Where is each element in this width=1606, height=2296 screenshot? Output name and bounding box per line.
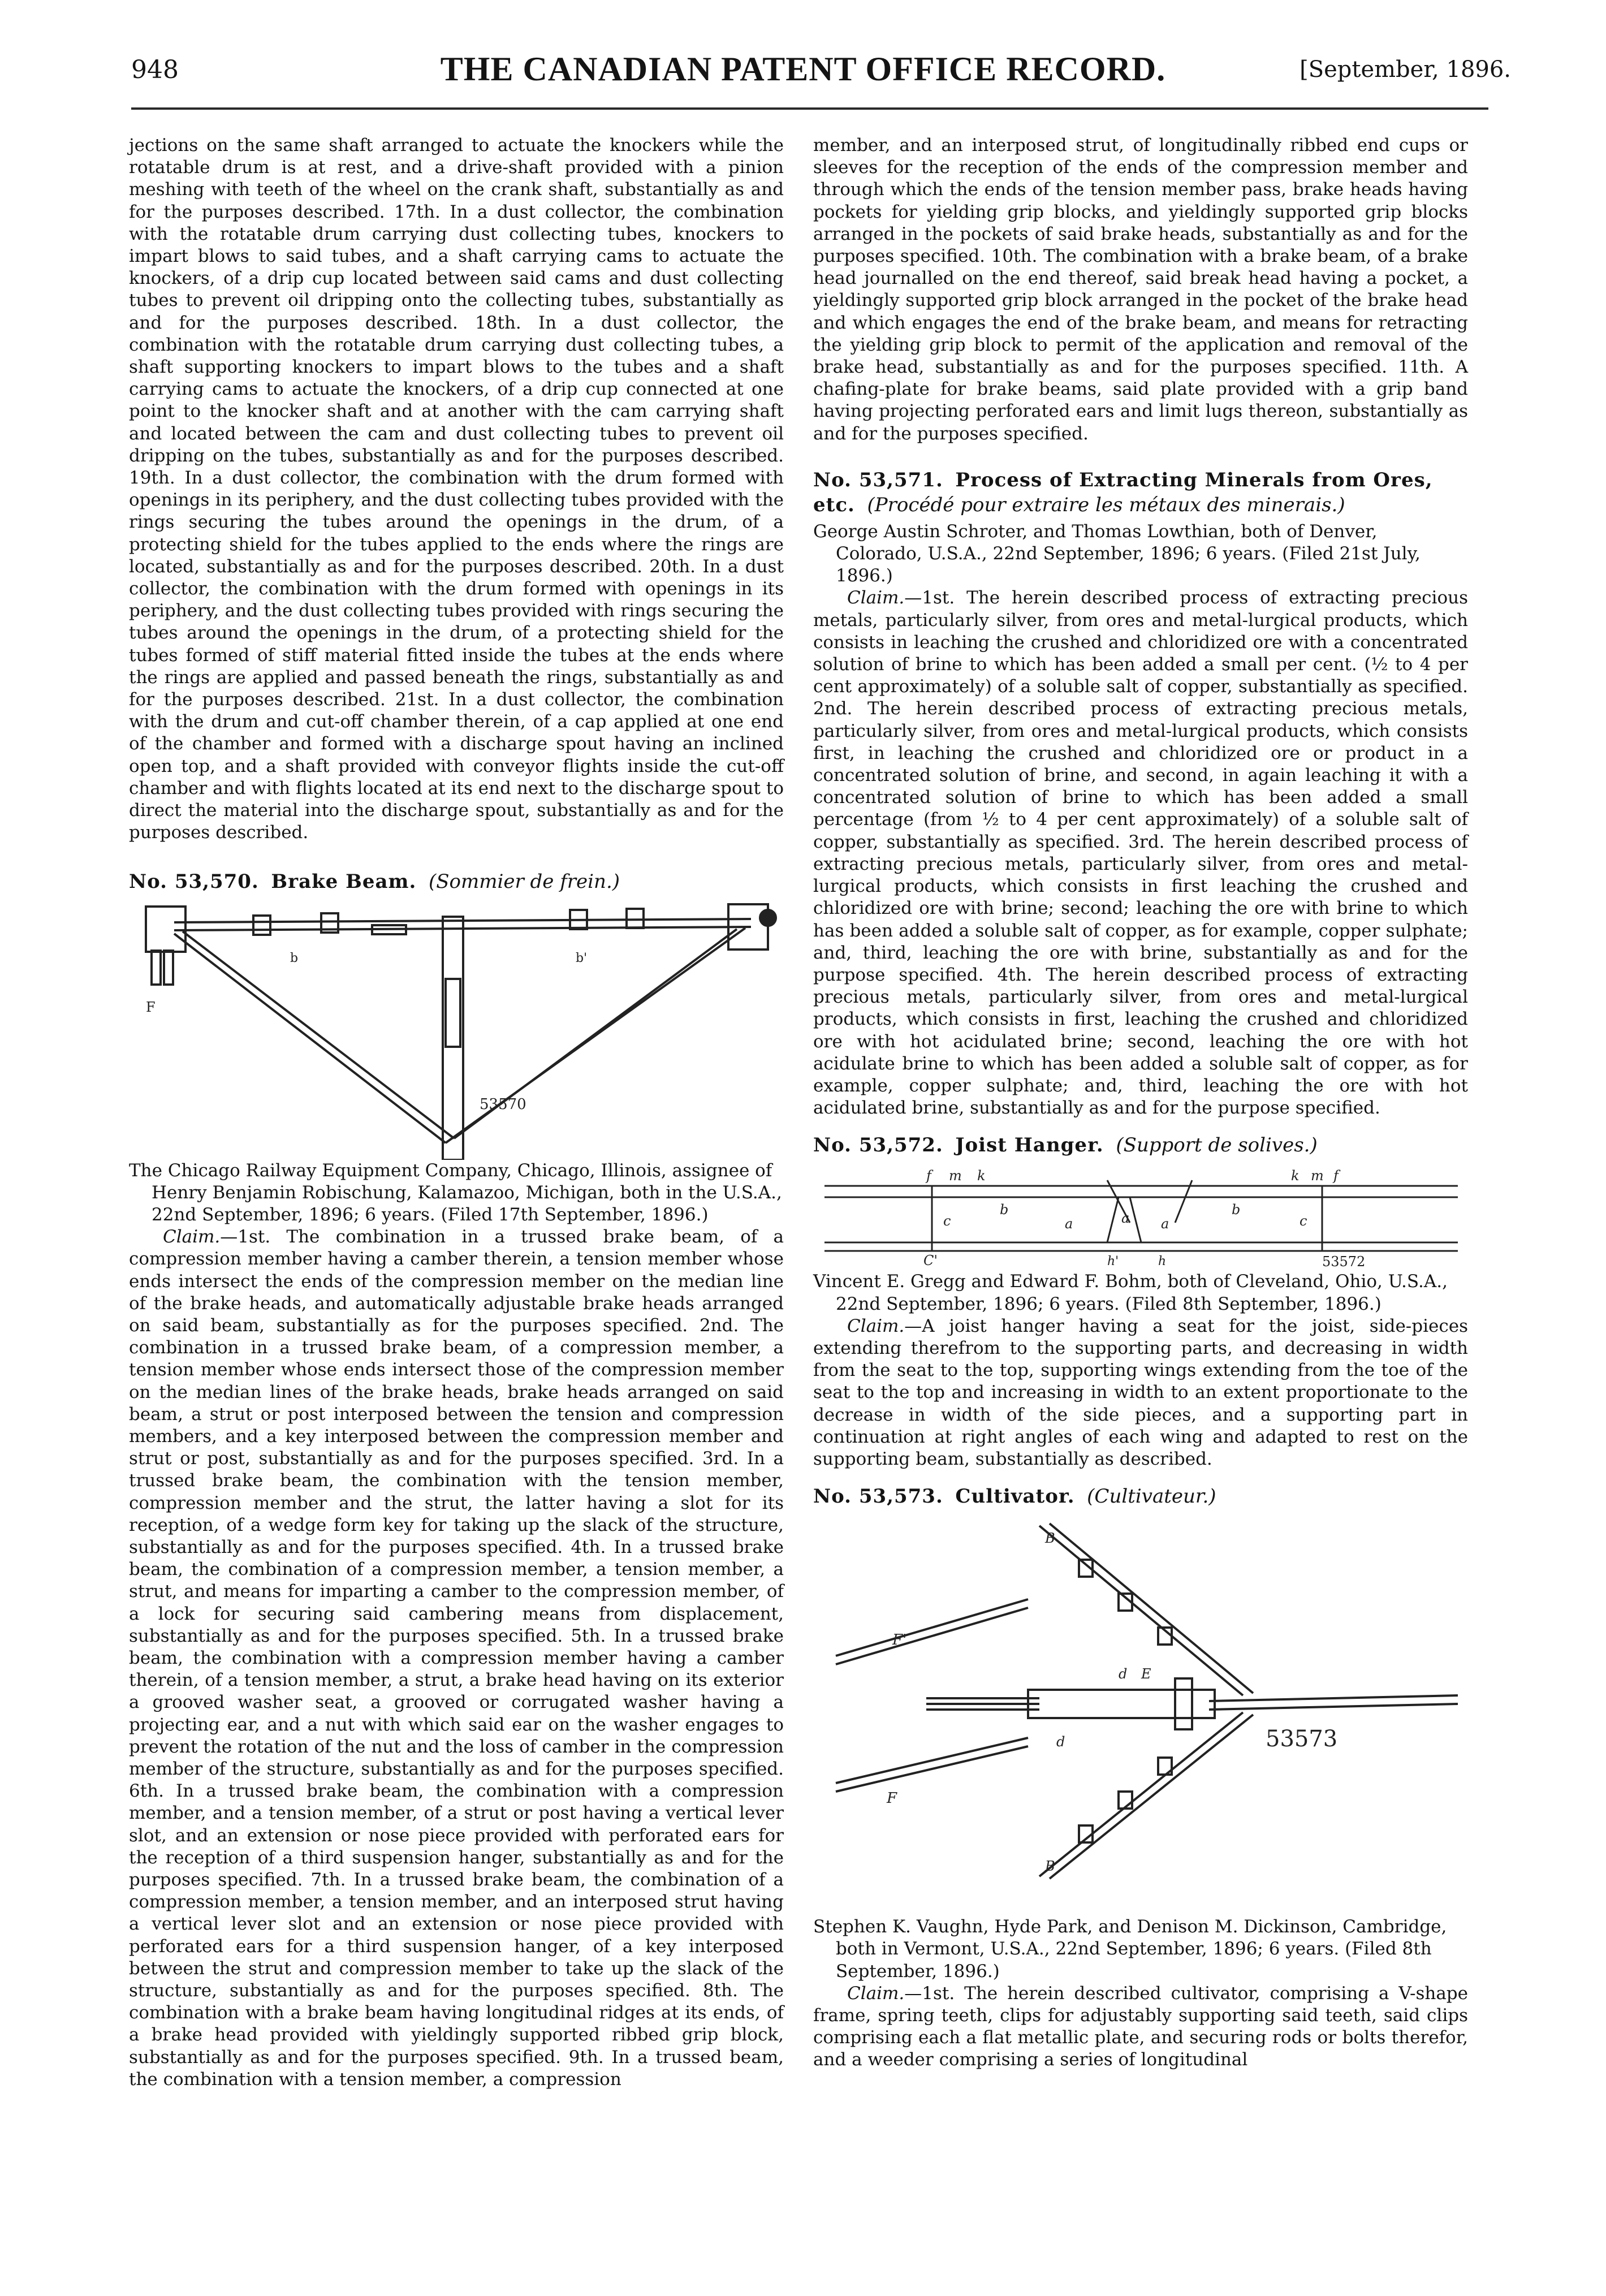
svg-text:E: E — [1141, 1666, 1151, 1682]
svg-text:F: F — [887, 1790, 897, 1807]
svg-text:k: k — [977, 1168, 986, 1184]
svg-text:c: c — [943, 1213, 951, 1229]
patent-title-french: (Support de solives.) — [1116, 1134, 1318, 1157]
svg-text:m: m — [949, 1168, 962, 1184]
patent-53572-assignee: Vincent E. Gregg and Edward F. Bohm, both of Cleveland, Ohio, U.S.A., 22nd September, 1896; 6 years. (Filed 8th September, 1896.) — [813, 1271, 1448, 1314]
patent-title: Process of Extracting Minerals from Ores, etc. — [813, 468, 1433, 516]
patent-title: Cultivator. — [955, 1485, 1075, 1508]
cultivator-drawing — [813, 1509, 1468, 1916]
patent-number: No. 53,571. — [813, 468, 943, 491]
svg-text:F': F' — [892, 1632, 907, 1649]
figure-number-label: 53572 — [1322, 1254, 1366, 1270]
right-column — [813, 135, 1468, 2071]
patent-53571-assignee: George Austin Schroter, and Thomas Lowthian, both of Denver, Colorado, U.S.A., 22nd September, 1896; 6 years. (Filed 21st July, 1896.) — [813, 521, 1421, 586]
joist-hanger-drawing — [813, 1158, 1468, 1271]
svg-text:a: a — [1161, 1216, 1169, 1232]
patent-53572-claim: Claim.—A joist hanger having a seat for the joist, side-pieces extending therefrom to the supporting parts, and decreasing in width from the seat to the top, supporting wings extending from the toe of the seat to the top and increasing in width to an extent proportionate to the decrease in width of the side pieces, and a supporting part in continuation at right angles of each wing and adapted to rest on the supporting beam, substantially as described. — [813, 1315, 1468, 1469]
svg-text:B: B — [1045, 1530, 1055, 1547]
patent-number: No. 53,572. — [813, 1134, 943, 1157]
svg-text:f: f — [926, 1168, 931, 1184]
figure-number-label: 53573 — [1266, 1726, 1338, 1753]
svg-text:a: a — [1121, 1210, 1130, 1227]
continued-claims-text-right: member, and an interposed strut, of longitudinally ribbed end cups or sleeves for the reception of the ends of the compression member and through which the ends of the tension member pass, brake heads having pockets for yielding grip blocks, and yieldingly supported grip blocks arranged in the pockets of said brake heads, substantially as and for the purposes specified. 10th. The combination with a brake beam, of a brake head journalled on the end thereof, said break head having a pocket, a yieldingly supported grip block arranged in the pocket of the brake head and which engages the end of the brake beam, and means for retracting the yielding grip block to permit of the application and removal of the brake head, substantially as and for the purposes specified. 11th. A chafing-plate for brake beams, said plate provided with a grip band having projecting perforated ears and limit lugs thereon, substantially as and for the purposes specified. — [813, 135, 1468, 444]
patent-53570-heading — [129, 869, 784, 894]
header-rule — [131, 107, 1488, 110]
svg-text:k: k — [1291, 1168, 1300, 1184]
svg-text:c: c — [1300, 1213, 1307, 1229]
page-header — [0, 50, 1606, 95]
svg-text:F: F — [146, 999, 156, 1015]
svg-text:m: m — [1311, 1168, 1324, 1184]
figure-number-label: 53570 — [480, 1095, 526, 1113]
figure-53570 — [129, 894, 784, 1160]
svg-text:B: B — [1045, 1858, 1055, 1875]
svg-text:f: f — [1333, 1168, 1339, 1184]
svg-text:d: d — [1056, 1734, 1065, 1750]
figure-53573 — [813, 1509, 1468, 1916]
patent-title-french: (Procédé pour extraire les métaux des minerais.) — [867, 493, 1345, 516]
svg-text:h: h — [1158, 1254, 1167, 1269]
patent-53570-assignee: The Chicago Railway Equipment Company, Chicago, Illinois, assignee of Henry Benjamin Robischung, Kalamazoo, Michigan, both in the U.S.A., 22nd September, 1896; 6 years. (Filed 17th September, 1896.) — [129, 1160, 782, 1225]
page-date: [September, 1896. — [1300, 57, 1511, 83]
patent-53573-assignee: Stephen K. Vaughn, Hyde Park, and Denison M. Dickinson, Cambridge, both in Vermont, U.S.A., 22nd September, 1896; 6 years. (Filed 8th September, 1896.) — [813, 1917, 1447, 1982]
brake-beam-drawing — [129, 894, 784, 1160]
left-column — [129, 135, 784, 2091]
page-number: 948 — [131, 55, 179, 84]
patent-number: No. 53,573. — [813, 1485, 943, 1508]
patent-53572-heading — [813, 1133, 1468, 1158]
svg-text:C': C' — [923, 1253, 938, 1269]
page-title: THE CANADIAN PATENT OFFICE RECORD. — [440, 50, 1166, 88]
patent-title-french: (Sommier de frein.) — [428, 870, 620, 893]
figure-53572 — [813, 1158, 1468, 1271]
patent-53571-claim: Claim.—1st. The herein described process of extracting precious metals, particularly silver, from ores and metal-lurgical products, which consists in leaching the crushed and chloridized ore with a concentrated solution of brine to which has been added a small per cent. (½ to 4 per cent approximately) of a soluble salt of copper, substantially as specified. 2nd. The herein described process of extracting precious metals, particularly silver, from ores and metal-lurgical products, which consists first, in leaching the crushed and chloridized ore or product in a concentrated solution of brine, and second, in again leaching it with a concentrated solution of brine to which has been added a small percentage (from ½ to 4 per cent approximately) of a soluble salt of copper, substantially as specified. 3rd. The herein described process of extracting precious metals, particularly silver, from ores and metal-lurgical products, which consists in first leaching the crushed and chloridized ore with brine; second; leaching the ore with brine to which has been added a soluble salt of copper, as for example, copper sulphate; and, third, leaching the ore with brine, substantially as and for the purpose specified. 4th. The herein described process of extracting precious metals, particularly silver, from ores and metal-lurgical products, which consists in first, leaching the crushed and chloridized ore with hot acidulated brine; second, leaching the ore with hot acidulate brine to which has been added a soluble salt of copper, as for example, copper sulphate; and, third, leaching the ore with hot acidulated brine, substantially as and for the purpose specified. — [813, 588, 1468, 1119]
patent-title: Brake Beam. — [271, 870, 417, 893]
svg-text:d: d — [1119, 1666, 1128, 1682]
svg-text:b: b — [290, 951, 299, 965]
continued-claims-text: jections on the same shaft arranged to actuate the knockers while the rotatable drum is at rest, and a drive-shaft provided with a pinion meshing with teeth of the wheel on the crank shaft, substantially as and for the purposes described. 17th. In a dust collector, the combination with the rotatable drum carrying dust collecting tubes, knockers to impart blows to said tubes, and a shaft carrying cams to actuate the knockers, of a drip cup located between said cams and dust collecting tubes to prevent oil dripping onto the collecting tubes, substantially as and for the purposes described. 18th. In a dust collector, the combination with the rotatable drum carrying dust collecting tubes, a shaft supporting knockers to impart blows to the tubes and a shaft carrying cams to actuate the knockers, of a drip cup connected at one point to the knocker shaft and at another with the cam carrying shaft and located between the cam and dust collecting tubes to prevent oil dripping on the tubes, substantially as and for the purposes described. 19th. In a dust collector, the combination with the drum formed with openings in its periphery, and the dust collecting tubes provided with the rings securing the tubes around the openings in the drum, of a protecting shield for the tubes applied to the ends where the rings are located, substantially as and for the purposes described. 20th. In a dust collector, the combination with the drum formed with openings in its periphery, and the dust collecting tubes provided with rings securing the tubes around the openings in the drum, of a protecting shield for the tubes formed of stiff material fitted inside the tubes at the ends where the rings are applied and passed beneath the rings, substantially as and for the purposes described. 21st. In a dust collector, the combination with the drum and cut-off chamber therein, of a cap applied at one end of the chamber and formed with a discharge spout having an inclined open top, and a shaft provided with conveyor flights inside the cut-off chamber and with flights located at its end next to the discharge spout to direct the material into the discharge spout, substantially as and for the purposes described. — [129, 135, 784, 843]
svg-text:b: b — [1000, 1202, 1009, 1218]
patent-53573-heading — [813, 1484, 1468, 1509]
patent-53573-claim: Claim.—1st. The herein described cultivator, comprising a V-shape frame, spring teeth, clips for adjustably supporting said teeth, said clips comprising each a flat metallic plate, and securing rods or bolts therefor, and a weeder comprising a series of longitudinal — [813, 1983, 1468, 2070]
patent-title: Joist Hanger. — [955, 1134, 1104, 1157]
svg-text:b: b — [1232, 1202, 1241, 1218]
patent-53570-claim: Claim.—1st. The combination in a trussed brake beam, of a compression member having a camber therein, a tension member whose ends intersect the ends of the compression member on the median line of the brake heads, and automatically adjustable brake heads arranged on said beam, substantially as for the purposes specified. 2nd. The combination in a trussed brake beam, of a compression member, a tension member whose ends intersect those of the compression member on the median lines of the brake heads, brake heads arranged on said beam, a strut or post interposed between the tension and compression members, and a key interposed between the compression member and strut or post, substantially as and for the purposes specified. 3rd. In a trussed brake beam, the combination with the tension member, compression member and the strut, the latter having a slot for its reception, of a wedge form key for taking up the slack of the structure, substantially as and for the purposes specified. 4th. In a trussed brake beam, the combination of a compression member, a tension member, a strut, and means for imparting a camber to the compression member, of a lock for securing said cambering means from displacement, substantially as and for the purposes specified. 5th. In a trussed brake beam, the combination with a compression member having a camber therein, of a tension member, a strut, a brake head having on its exterior a grooved washer seat, a grooved or corrugated washer having a projecting ear, and a nut with which said ear on the washer engages to prevent the rotation of the nut and the loss of camber in the compression member of the structure, substantially as and for the purposes specified. 6th. In a trussed brake beam, the combination with a compression member, and a tension member, of a strut or post having a vertical lever slot, and an extension or nose piece provided with perforated ears for the reception of a third suspension hanger, substantially as and for the purposes specified. 7th. In a trussed brake beam, the combination of a compression member, a tension member, and an interposed strut having a vertical lever slot and an extension or nose piece provided with perforated ears for a third suspension hanger, of a key interposed between the strut and compression member to take up the slack of the structure, substantially as and for the purposes specified. 8th. The combination with a brake beam having longitudinal ridges at its ends, of a brake head provided with yieldingly supported ribbed grip block, substantially as and for the purposes specified. 9th. In a trussed beam, the combination with a tension member, a compression — [129, 1227, 784, 2090]
patent-title-french: (Cultivateur.) — [1087, 1485, 1216, 1508]
svg-text:h': h' — [1107, 1254, 1119, 1269]
patent-53571-heading — [813, 468, 1468, 517]
svg-text:b': b' — [576, 951, 588, 965]
svg-text:a: a — [1065, 1216, 1073, 1232]
patent-number: No. 53,570. — [129, 870, 259, 893]
